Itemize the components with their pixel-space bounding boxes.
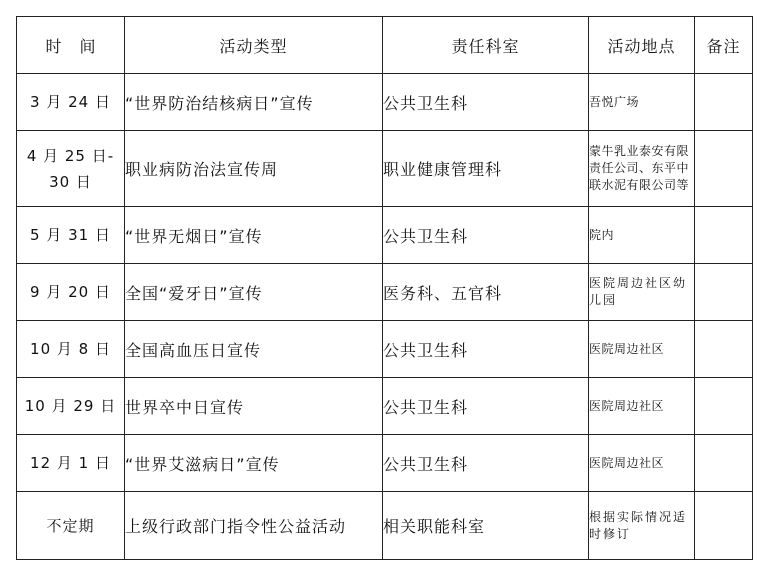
cell-time-line: 30 日 [49,172,92,191]
cell-place: 医院周边社区 [589,435,695,492]
cell-type: 上级行政部门指令性公益活动 [125,492,383,560]
cell-note [695,492,753,560]
cell-note [695,378,753,435]
table-row [17,435,753,492]
cell-time: 不定期 [17,492,125,560]
table-row [17,264,753,321]
cell-dept: 公共卫生科 [383,435,589,492]
header-note: 备注 [695,17,753,74]
cell-type: 职业病防治法宣传周 [125,131,383,207]
cell-note [695,74,753,131]
table-row [17,131,753,207]
cell-note [695,435,753,492]
table-row [17,74,753,131]
cell-place: 蒙牛乳业泰安有限责任公司、东平中联水泥有限公司等 [589,131,695,207]
cell-time-line: 4 月 25 日- [26,146,115,165]
cell-place: 医院周边社区 [589,378,695,435]
cell-type: 全国高血压日宣传 [125,321,383,378]
cell-note [695,207,753,264]
cell-type: 世界卒中日宣传 [125,378,383,435]
cell-type: “世界无烟日”宣传 [125,207,383,264]
cell-dept: 公共卫生科 [383,74,589,131]
table-row [17,378,753,435]
cell-time [17,131,125,207]
cell-dept: 相关职能科室 [383,492,589,560]
cell-time: 9 月 20 日 [17,264,125,321]
cell-place: 吾悦广场 [589,74,695,131]
cell-note [695,321,753,378]
cell-dept: 公共卫生科 [383,378,589,435]
cell-note [695,131,753,207]
cell-place: 院内 [589,207,695,264]
cell-time: 12 月 1 日 [17,435,125,492]
cell-dept: 公共卫生科 [383,207,589,264]
cell-place: 医院周边社区幼儿园 [589,264,695,321]
cell-time: 5 月 31 日 [17,207,125,264]
cell-note [695,264,753,321]
header-place: 活动地点 [589,17,695,74]
cell-type: 全国“爱牙日”宣传 [125,264,383,321]
header-time: 时间 [17,17,125,74]
header-dept: 责任科室 [383,17,589,74]
table-row [17,492,753,560]
cell-place: 根据实际情况适时修订 [589,492,695,560]
cell-time: 10 月 8 日 [17,321,125,378]
cell-type: “世界防治结核病日”宣传 [125,74,383,131]
cell-type: “世界艾滋病日”宣传 [125,435,383,492]
cell-dept: 医务科、五官科 [383,264,589,321]
table-row [17,321,753,378]
cell-time: 10 月 29 日 [17,378,125,435]
cell-time: 3 月 24 日 [17,74,125,131]
table-header-row [17,17,753,74]
cell-dept: 公共卫生科 [383,321,589,378]
header-type: 活动类型 [125,17,383,74]
activity-schedule-table [16,16,753,560]
cell-dept: 职业健康管理科 [383,131,589,207]
table-row [17,207,753,264]
cell-place: 医院周边社区 [589,321,695,378]
